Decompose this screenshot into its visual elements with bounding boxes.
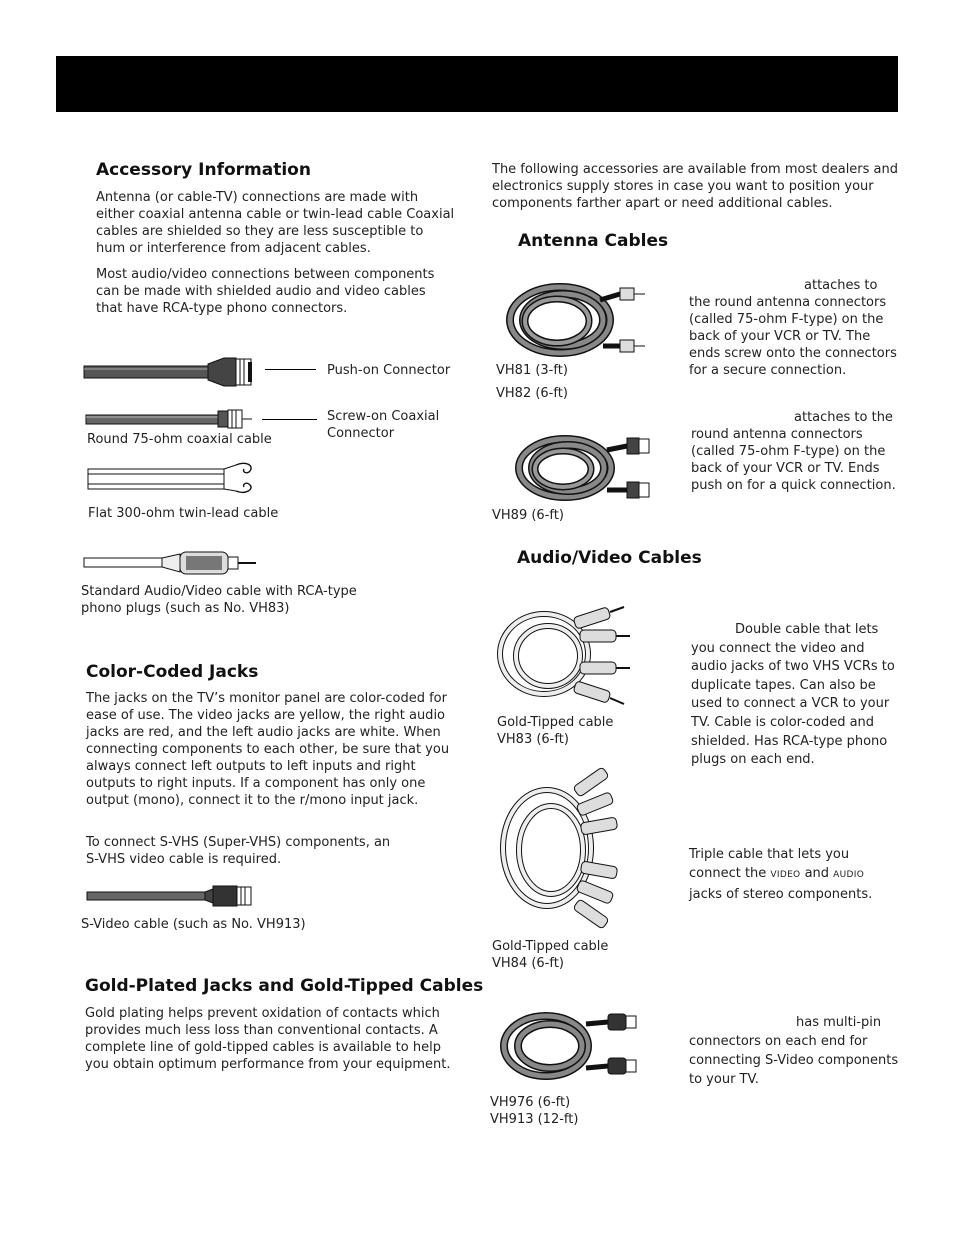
audio-video-cables-heading: Audio/Video Cables xyxy=(517,548,702,568)
vh84-caption-line-1: Gold-Tipped cable xyxy=(492,939,609,954)
vh83-caption-line-2: VH83 (6-ft) xyxy=(497,732,569,747)
round-coax-label: Round 75-ohm coaxial cable xyxy=(87,432,272,447)
triple-cable-description: Triple cable that lets you connect the VIDEO and AUDIO jacks of stereo components. xyxy=(689,847,873,902)
push-on-leader-line xyxy=(265,369,316,370)
screw-on-antenna-description: attaches to the round antenna connectors (called 75-ohm F-type) on the back of your VCR or TV. The ends screw onto the connectors for a secure connection. xyxy=(689,278,897,378)
twin-lead-cable-illustration xyxy=(88,461,258,495)
vh82-caption: VH82 (6-ft) xyxy=(496,386,568,401)
coiled-s-video-cable-illustration xyxy=(500,1010,645,1082)
vh84-caption-line-2: VH84 (6-ft) xyxy=(492,956,564,971)
vh976-caption: VH976 (6-ft) xyxy=(490,1095,571,1110)
gold-plated-paragraph: Gold plating helps prevent oxidation of contacts which provides much less loss than conventional contacts. A complete line of gold-tipped cables is available to help you obtain optimum performance from your equipment. xyxy=(85,1006,451,1072)
color-coded-paragraph-2: To connect S-VHS (Super-VHS) components, an S-VHS video cable is required. xyxy=(86,835,391,867)
twin-lead-label: Flat 300-ohm twin-lead cable xyxy=(88,506,279,521)
accessory-paragraph-2: Most audio/video connections between components can be made with shielded audio and video cables that have RCA-type phono connectors. xyxy=(96,267,435,316)
accessories-intro: The following accessories are available from most dealers and electronics supply stores in case you want to position your components farther apart or need additional cables. xyxy=(492,162,899,211)
coiled-screw-on-coax-illustration xyxy=(505,280,650,360)
coiled-push-on-coax-illustration xyxy=(515,432,660,504)
s-video-label: S-Video cable (such as No. VH913) xyxy=(81,917,306,932)
color-coded-heading: Color-Coded Jacks xyxy=(86,662,259,682)
screw-on-leader-line xyxy=(262,419,317,420)
screw-on-coax-cable-illustration xyxy=(86,406,266,432)
triple-rca-cable-illustration xyxy=(497,764,647,934)
color-coded-paragraph-1: The jacks on the TV’s monitor panel are color-coded for ease of use. The video jacks are yellow, the right audio jacks are red, and the left audio jacks are white. When connecting components to each other, be sure that you always connect left outputs to left inputs and right outputs to right inputs. If a component has only one output (mono), connect it to the r/mono input jack. xyxy=(86,691,450,808)
rca-av-cable-illustration xyxy=(84,548,264,578)
header-bar xyxy=(56,56,898,112)
push-on-coax-cable-illustration xyxy=(84,356,264,388)
vh83-caption-line-1: Gold-Tipped cable xyxy=(497,715,614,730)
double-cable-description: Double cable that lets you connect the video and audio jacks of two VHS VCRs to duplicate tapes. Can also be used to connect a VCR to your TV. Cable is color-coded and shielded. Has RCA-type phono plugs on each end. xyxy=(691,622,895,768)
vh913-caption: VH913 (12-ft) xyxy=(490,1112,579,1127)
s-video-cable-illustration xyxy=(87,883,267,909)
s-video-cable-description: has multi-pin connectors on each end for connecting S-Video components to your TV. xyxy=(689,1015,899,1087)
antenna-cables-heading: Antenna Cables xyxy=(518,231,669,251)
gold-plated-heading: Gold-Plated Jacks and Gold-Tipped Cables xyxy=(85,976,484,996)
vh89-caption: VH89 (6-ft) xyxy=(492,508,564,523)
screw-on-connector-label: Screw-on Coaxial Connector xyxy=(327,409,440,441)
accessory-paragraph-1: Antenna (or cable-TV) connections are made with either coaxial antenna cable or twin-lead cable Coaxial cables are shielded so they are less susceptible to hum or interference from adjacent cables. xyxy=(96,190,455,256)
vh81-caption: VH81 (3-ft) xyxy=(496,363,568,378)
av-cable-label: Standard Audio/Video cable with RCA-type phono plugs (such as No. VH83) xyxy=(81,584,357,616)
push-on-connector-label: Push-on Connector xyxy=(327,363,451,378)
accessory-heading: Accessory Information xyxy=(96,160,311,180)
double-rca-cable-illustration xyxy=(494,598,644,710)
push-on-antenna-description: attaches to the round antenna connectors (called 75-ohm F-type) on the back of your VCR or TV. Ends push on for a quick connection. xyxy=(691,410,896,493)
